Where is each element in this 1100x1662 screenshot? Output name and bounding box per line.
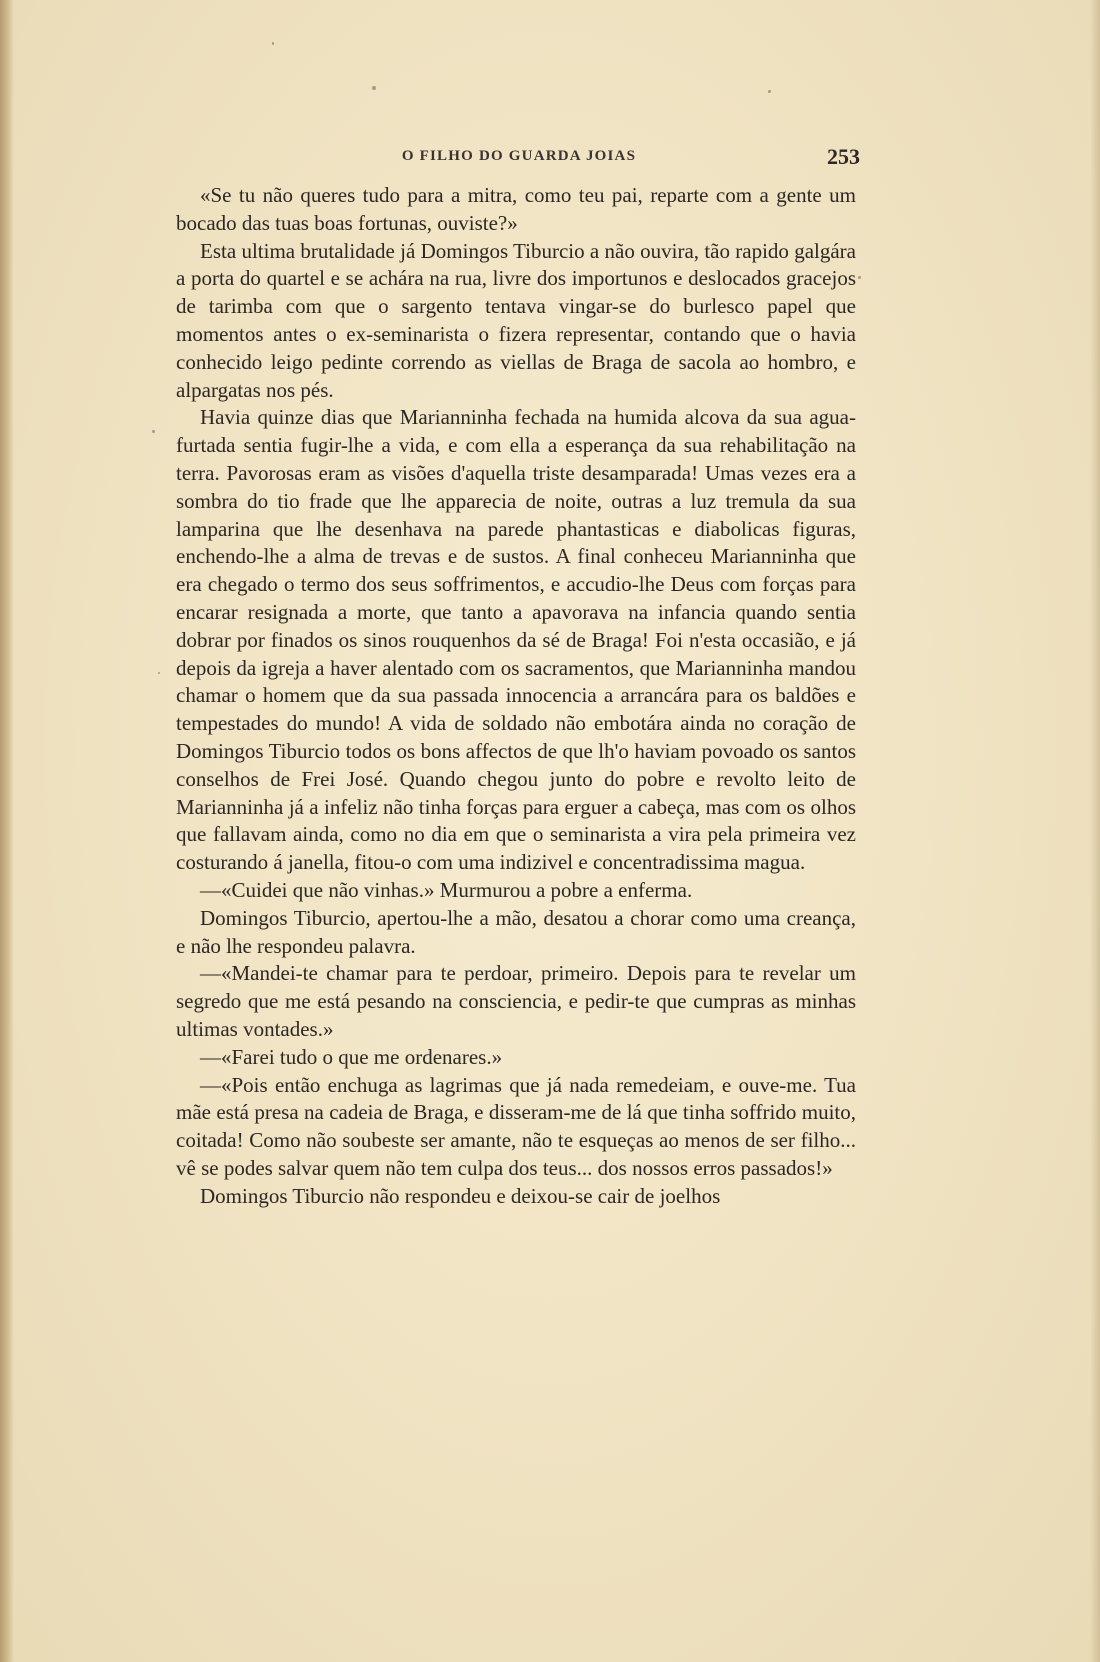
page-outer-edge [1090, 0, 1100, 1662]
ink-speck [272, 42, 274, 45]
paragraph: —«Mandei-te chamar para te perdoar, primeiro. Depois para te revelar um segredo que me está pesando na consciencia, e pedir-te que cumpras as minhas ultimas vontades.» [176, 961, 856, 1041]
paragraph: Domingos Tiburcio não respondeu e deixou-se cair de joelhos [200, 1183, 721, 1208]
paragraph: Havia quinze dias que Marianninha fechada na humida alcova da sua agua-furtada sentia fugir-lhe a vida, e com ella a esperança da sua rehabilitação na terra. Pavorosas eram as visões d'aquella triste desamparada! Umas vezes era a sombra do tio frade que lhe apparecia de noite, outras a luz tremula da sua lamparina que lhe desenhava na parede phantasticas e diabolicas figuras, enchendo-lhe a alma de trevas e de sustos. A final conheceu Marianninha que era chegado o termo dos seus soffrimentos, e accudio-lhe Deus com forças para encarar resignada a morte, que tanto a apavorava na infancia quando sentia dobrar por finados os sinos rouquenhos da sé de Braga! Foi n'esta occasião, e já depois da igreja a haver alentado com os sacramentos, que Marianninha mandou chamar o homem que da sua passada innocencia a arrancára para os baldões e tempestades do mundo! A vida de soldado não embotára ainda no coração de Domingos Tiburcio todos os bons affectos de que lh'o haviam povoado os santos conselhos de Frei José. Quando chegou junto do pobre e revolto leito de Marianninha já a infeliz não tinha forças para erguer a cabeça, mas com os olhos que fallavam ainda, como no dia em que o seminarista a vira pela primeira vez costurando á janella, fitou-o com uma indizivel e concentradissima magua. [176, 405, 856, 875]
paragraph: —«Cuidei que não vinhas.» Murmurou a pobre a enferma. [200, 877, 693, 902]
page-number: 253 [827, 144, 860, 169]
paragraph: «Se tu não queres tudo para a mitra, como teu pai, reparte com a gente um bocado das tuas boas fortunas, ouviste?» [176, 183, 856, 235]
paragraph: Domingos Tiburcio, apertou-lhe a mão, desatou a chorar como uma creança, e não lhe respondeu palavra. [176, 905, 856, 958]
page-binding-edge [0, 0, 14, 1662]
ink-speck [858, 276, 861, 279]
body-text [176, 182, 856, 1210]
ink-speck [768, 90, 771, 93]
paragraph: Esta ultima brutalidade já Domingos Tiburcio a não ouvira, tão rapido galgára a porta do quartel e se achára na rua, livre dos importunos e deslocados gracejos de tarimba com que o sargento tentava vingar-se do burlesco papel que momentos antes o ex-seminarista o fizera representar, contando que o havia conhecido leigo pedinte correndo as viellas de Braga de sacola ao hombro, e alpargatas nos pés. [176, 238, 856, 402]
ink-speck [152, 430, 155, 433]
page-header [178, 144, 860, 174]
running-title: O FILHO DO GUARDA JOIAS [401, 148, 637, 164]
ink-speck [158, 672, 160, 674]
paragraph: —«Farei tudo o que me ordenares.» [200, 1044, 503, 1069]
ink-speck [372, 86, 376, 90]
paragraph: —«Pois então enchuga as lagrimas que já nada remedeiam, e ouve-me. Tua mãe está presa na cadeia de Braga, e disseram-me de lá que tinha soffrido muito, coitada! Como não soubeste ser amante, não te esqueças ao menos de ser filho... vê se podes salvar quem não tem culpa dos teus... dos nossos erros passados!» [176, 1072, 856, 1180]
